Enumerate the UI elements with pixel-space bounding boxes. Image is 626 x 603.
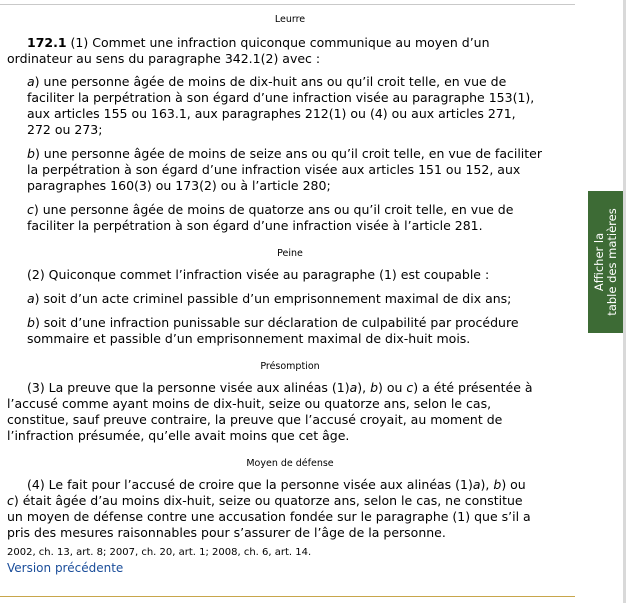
paragraph-b-line-3: paragraphes 160(3) ou 173(2) ou à l’article 280; <box>27 178 331 193</box>
heading-presomption: Présomption <box>260 361 320 372</box>
subsection-4-line-1: (4) Le fait pour l’accusé de croire que la personne visée aux alinéas (1)a), b) ou <box>27 477 526 492</box>
paragraph-c-line-1: c) une personne âgée de moins de quatorze ans ou qu’il croit telle, en vue de <box>27 202 514 217</box>
heading-peine: Peine <box>277 248 303 259</box>
top-divider <box>0 0 575 5</box>
table-of-contents-tab-label: Afficher la table des matières <box>591 208 619 316</box>
subsection-2-a: a) soit d’un acte criminel passible d’un emprisonnement maximal de dix ans; <box>27 291 512 306</box>
heading-leurre: Leurre <box>274 14 306 25</box>
subsection-4-line-2: c) était âgée d’au moins dix-huit, seize ou quatorze ans, selon le cas, ne constitue <box>7 493 523 508</box>
previous-version-link[interactable]: Version précédente <box>7 561 124 575</box>
subsection-2-b-line-2: sommaire et passible d’un emprisonnement maximal de dix-huit mois. <box>27 331 471 346</box>
paragraph-c-line-2: faciliter la perpétration à son égard d’une infraction visée à l’article 281. <box>27 218 483 233</box>
paragraph-a-line-2: faciliter la perpétration à son égard d’une infraction visée au paragraphe 153(1), <box>27 90 535 105</box>
subsection-4-line-3: un moyen de défense contre une accusation fondée sur le paragraphe (1) que s’il a <box>7 509 531 524</box>
subsection-1-line-1: 172.1 (1) Commet une infraction quiconque communique au moyen d’un <box>27 35 490 50</box>
section-number: 172.1 <box>27 35 67 50</box>
subsection-3-line-3: constitue, sauf preuve contraire, la preuve que l’accusé croyait, au moment de <box>7 412 503 427</box>
subsection-3-line-2: l’accusé comme ayant moins de dix-huit, seize ou quatorze ans, selon le cas, <box>7 396 492 411</box>
subsection-4-line-4: pris des mesures raisonnables pour s’assurer de l’âge de la personne. <box>7 525 446 540</box>
table-of-contents-tab[interactable] <box>588 191 623 333</box>
paragraph-a-line-1: a) une personne âgée de moins de dix-huit ans ou qu’il croit telle, en vue de <box>27 74 507 89</box>
subsection-2-b-line-1: b) soit d’une infraction punissable sur déclaration de culpabilité par procédure <box>27 315 519 330</box>
paragraph-b-line-2: la perpétration à son égard d’une infraction visée aux articles 151 ou 152, aux <box>27 162 521 177</box>
heading-moyen-de-defense: Moyen de défense <box>246 458 334 469</box>
subsection-3-line-1: (3) La preuve que la personne visée aux alinéas (1)a), b) ou c) a été présentée à <box>27 380 533 395</box>
history-citation: 2002, ch. 13, art. 8; 2007, ch. 20, art. 1; 2008, ch. 6, art. 14. <box>7 547 312 558</box>
subsection-1-line-2: ordinateur au sens du paragraphe 342.1(2) avec : <box>7 51 321 66</box>
paragraph-b-line-1: b) une personne âgée de moins de seize ans ou qu’il croit telle, en vue de faciliter <box>27 146 542 161</box>
bottom-divider <box>0 596 575 597</box>
paragraph-a-line-4: 272 ou 273; <box>27 122 103 137</box>
paragraph-a-line-3: aux articles 155 ou 163.1, aux paragraphes 212(1) ou (4) ou aux articles 271, <box>27 106 516 121</box>
subsection-3-line-4: l’infraction présumée, qu’elle avait moins que cet âge. <box>7 428 350 443</box>
subsection-2-line-1: (2) Quiconque commet l’infraction visée au paragraphe (1) est coupable : <box>27 267 490 282</box>
